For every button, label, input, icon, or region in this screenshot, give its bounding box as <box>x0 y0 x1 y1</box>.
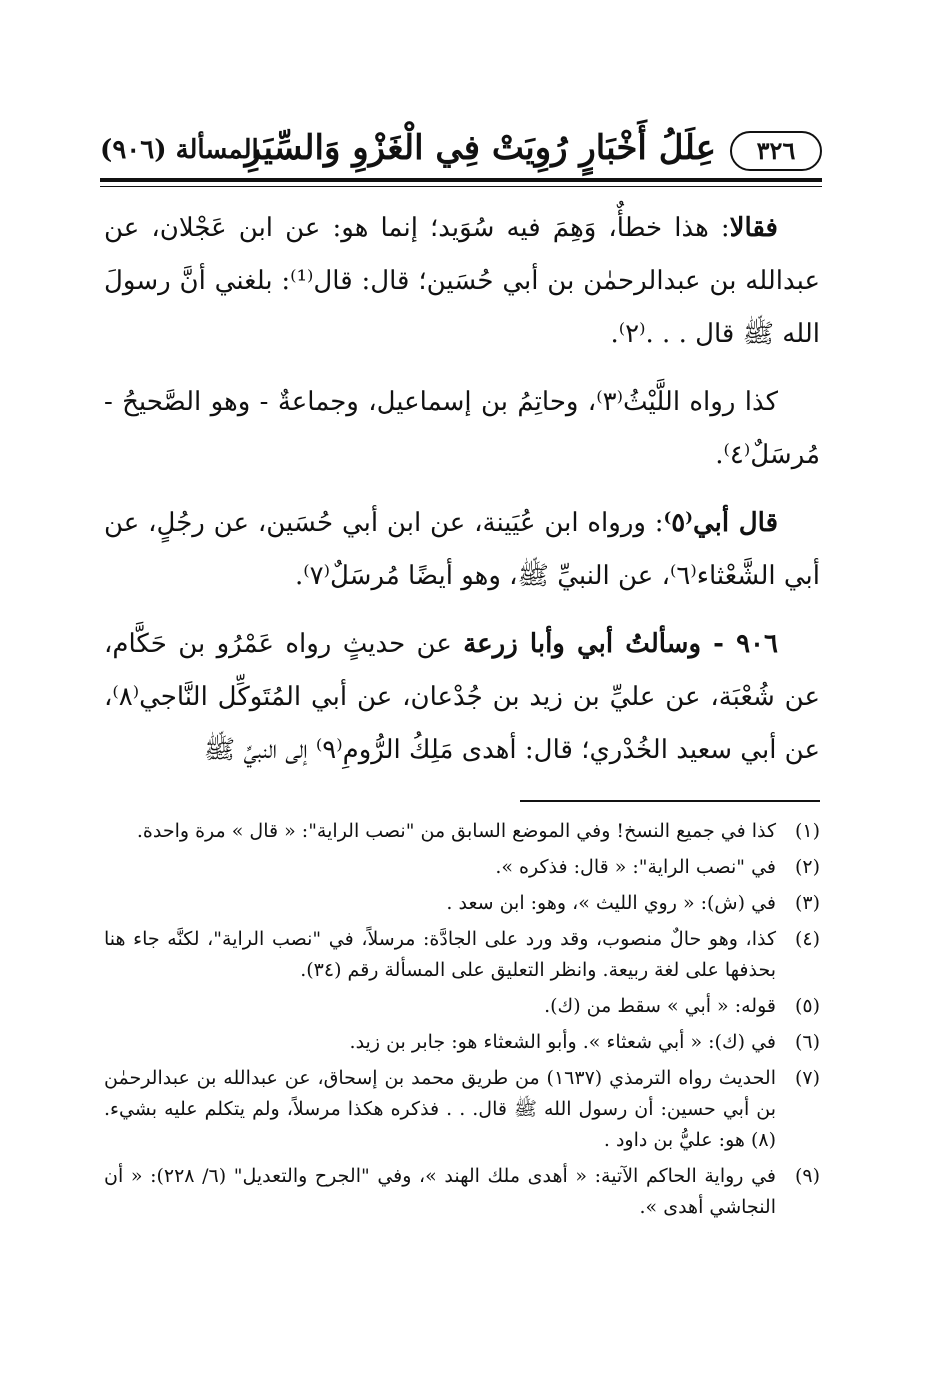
book-title: عِلَلُ أَخْبَارٍ رُوِيَتْ فِي الْغَزْوِ وَالسِّيَرِ <box>244 128 716 168</box>
footnote-number: (٣) <box>794 892 820 914</box>
footnote-text: في رواية الحاكم الآتية: « أهدى ملك الهند »، وفي "الجرح والتعديل" (٦/ ٢٢٨): « أن النجاشي أهدى ». <box>104 1165 776 1218</box>
page-header <box>100 125 822 175</box>
paragraph-3-body: : ورواه ابن عُيَينة، عن ابن أبي حُسَين، عن رجُلٍ، عن أبي الشَّعْثاء⁽٦⁾، عن النبيِّ ﷺ، وهو أيضًا مُرسَلٌ⁽٧⁾. <box>104 508 820 591</box>
footnote <box>104 1027 820 1058</box>
footnote <box>104 852 820 883</box>
paragraph-1-body: : هذا خطأٌ، وَهِمَ فيه سُوَيد؛ إنما هو: عن ابن عَجْلان، عن عبدالله بن عبدالرحمٰن بن أبي حُسَين؛ قال: قال⁽¹⁾: بلغني أنَّ رسولَ الله ﷺ قال . . .⁽٢⁾. <box>104 213 820 349</box>
footnote <box>104 816 820 847</box>
footnote-number: (٤) <box>794 928 820 950</box>
header-rule-thin <box>100 186 822 187</box>
footnote-text: في (ش): « روي الليث »، وهو: ابن سعد . <box>446 892 776 914</box>
footnotes <box>104 816 820 1228</box>
footnote <box>104 1161 820 1223</box>
footnote-text: في (ك): « أبي شعثاء ». وأبو الشعثاء هو: جابر بن زيد. <box>349 1031 776 1053</box>
paragraph-4 <box>104 618 820 777</box>
footnote-number: (٢) <box>794 856 820 878</box>
paragraph-3-lead: قال أبي⁽٥⁾ <box>663 508 779 538</box>
footnote-number: (٧) <box>794 1067 820 1089</box>
footnote-text: كذا في جميع النسخ! وفي الموضع السابق من "نصب الراية": « قال » مرة واحدة. <box>136 820 776 842</box>
paragraph-4-lead: ٩٠٦ - وسألتُ أبي وأبا زرعة <box>463 629 778 659</box>
footnote-number: (٩) <box>794 1165 820 1187</box>
footnote <box>104 888 820 919</box>
footnote-separator <box>520 800 820 802</box>
paragraph-1-lead: فقالا <box>729 213 778 243</box>
footnote-text: في "نصب الراية": « قال: فذكره ». <box>495 856 776 878</box>
paragraph-4-body: عن حديثٍ رواه عَمْرُو بن حَكَّام، عن شُعْبَة، عن عليِّ بن زيد بن جُدْعان، عن أبي المُتَوكِّل النَّاجي⁽٨⁾، عن أبي سعيد الخُدْري؛ قال: أهدى مَلِكُ الرُّومِ⁽٩⁾ إلى النبيِّ ﷺ <box>104 629 820 765</box>
header-rule-thick <box>100 178 822 182</box>
footnote-number: (١) <box>794 820 820 842</box>
masala-label: المسألة (٩٠٦) <box>100 135 259 165</box>
footnote-text: قوله: « أبي » سقط من (ك). <box>544 995 776 1017</box>
footnote <box>104 1063 820 1156</box>
footnote <box>104 924 820 986</box>
paragraph-1 <box>104 202 820 361</box>
footnote-number: (٥) <box>794 995 820 1017</box>
main-text <box>104 202 820 792</box>
page-number: ٣٢٦ <box>730 131 822 171</box>
paragraph-2: كذا رواه اللَّيْثُ⁽٣⁾، وحاتِمُ بن إسماعيل، وجماعةٌ - وهو الصَّحيحُ - مُرسَلٌ⁽٤⁾. <box>104 387 820 470</box>
paragraph-3 <box>104 497 820 603</box>
footnote-text: كذا، وهو حالٌ منصوب، وقد ورد على الجادَّة: مرسلاً، في "نصب الراية"، لكنَّه جاء هنا بحذفها على لغة ربيعة. وانظر التعليق على المسألة رقم (٣٤). <box>104 928 776 981</box>
footnote-number: (٦) <box>794 1031 820 1053</box>
footnote <box>104 991 820 1022</box>
footnote-text: الحديث رواه الترمذي (١٦٣٧) من طريق محمد بن إسحاق، عن عبدالله بن عبدالرحمٰن بن أبي حسين: أن رسول الله ﷺ قال. . . فذكره هكذا مرسلاً، ولم يتكلم عليه بشيء. (٨) هو: عليُّ بن داود . <box>104 1067 776 1151</box>
